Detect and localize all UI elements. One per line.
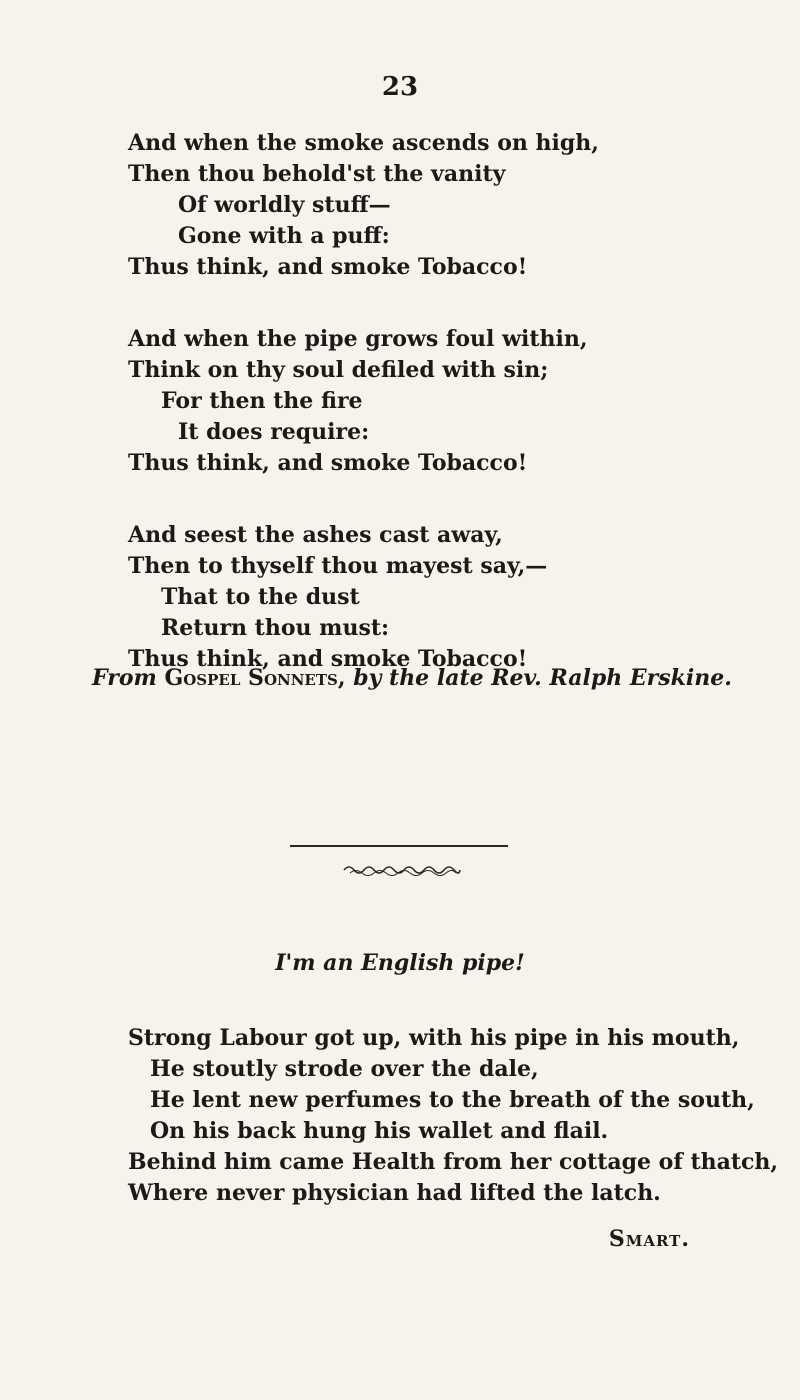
poem-line: Think on thy soul defiled with sin;: [128, 357, 549, 383]
poem-line: Thus think, and smoke Tobacco!: [128, 450, 528, 476]
page-number: 23: [381, 72, 419, 102]
stanza: [128, 128, 768, 283]
wavy-ornament-icon: [342, 862, 462, 878]
poem-line: It does require:: [178, 419, 370, 445]
source-from: From: [92, 665, 157, 691]
poem-line: Thus think, and smoke Tobacco!: [128, 646, 528, 672]
poem-line: Thus think, and smoke Tobacco!: [128, 254, 528, 280]
poem-line: And when the smoke ascends on high,: [128, 130, 599, 156]
poem-line: Gone with a puff:: [178, 223, 390, 249]
song-line: He stoutly strode over the dale,: [150, 1056, 539, 1082]
poem-line: Return thou must:: [161, 615, 390, 641]
author-signature: Smart.: [608, 1226, 690, 1252]
poem-line: Then thou behold'st the vanity: [128, 161, 506, 187]
source-book-title: Gospel Sonnets,: [164, 665, 346, 691]
stanza: [128, 324, 768, 479]
poem-line: And seest the ashes cast away,: [128, 522, 503, 548]
poem-line: And when the pipe grows foul within,: [128, 326, 588, 352]
poem-subtitle: I'm an English pipe!: [275, 950, 525, 976]
poem-line: For then the fire: [161, 388, 363, 414]
song-line: On his back hung his wallet and flail.: [150, 1118, 609, 1144]
source-attribution: [92, 665, 732, 691]
poem-line: Then to thyself thou mayest say,—: [128, 553, 548, 579]
song-poem: [128, 1023, 779, 1209]
section-divider: [290, 845, 508, 847]
poem: [128, 128, 768, 716]
song-line: He lent new perfumes to the breath of the south,: [150, 1087, 755, 1113]
poem-line: That to the dust: [161, 584, 360, 610]
song-line: Strong Labour got up, with his pipe in his mouth,: [128, 1025, 740, 1051]
poem-line: Of worldly stuff—: [178, 192, 391, 218]
stanza: [128, 520, 768, 675]
song-line: Where never physician had lifted the latch.: [128, 1180, 661, 1206]
song-line: Behind him came Health from her cottage of thatch,: [128, 1149, 779, 1175]
source-author: by the late Rev. Ralph Erskine.: [353, 665, 732, 691]
